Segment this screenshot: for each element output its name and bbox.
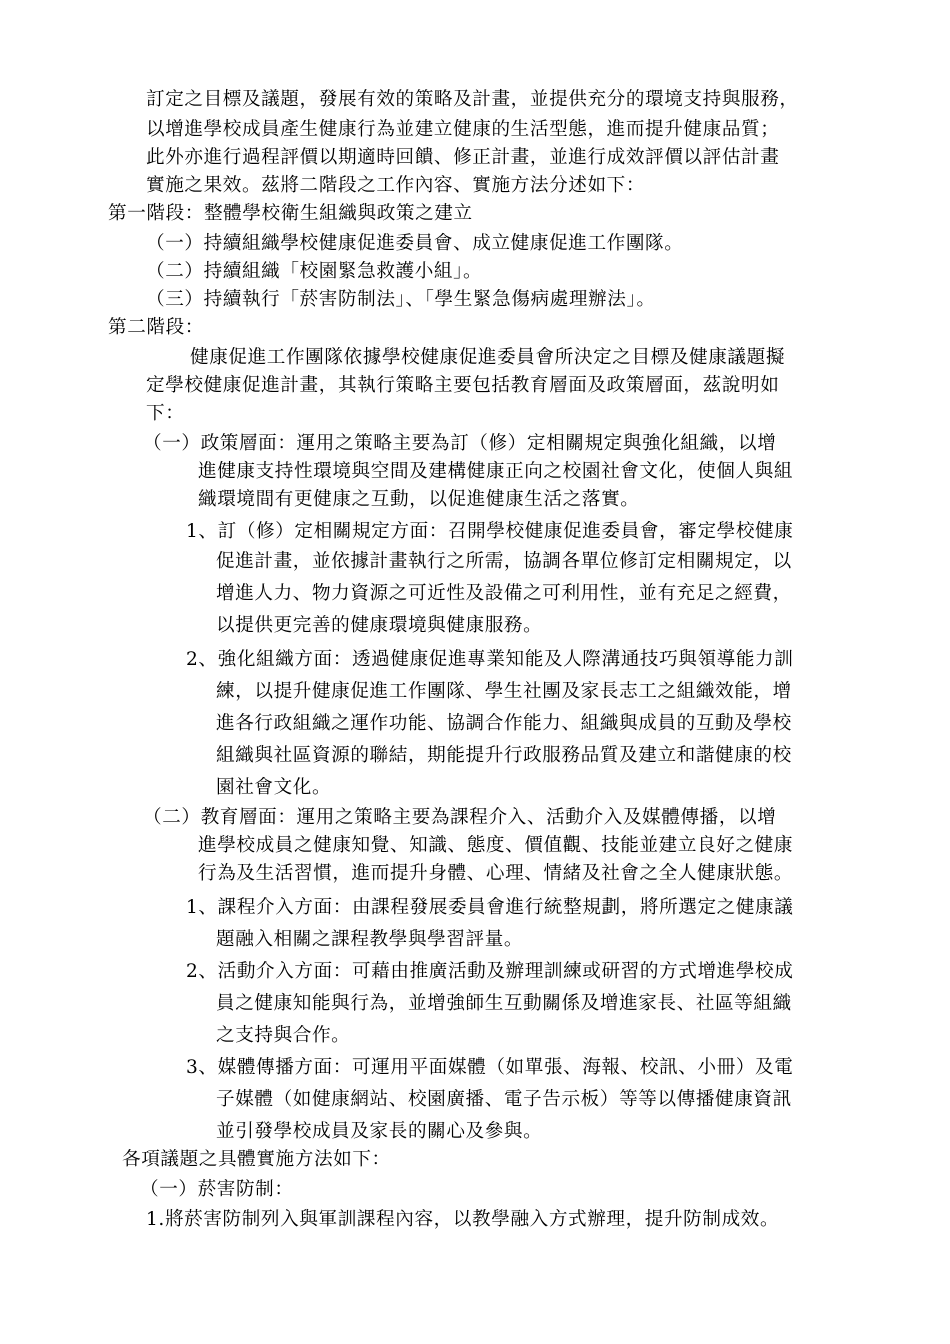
- education-sub-1-text: 課程介入方面：由課程發展委員會進行統整規劃，將所選定之健康議: [217, 897, 794, 918]
- education-sub-1-number: 1、: [186, 897, 218, 918]
- policy-level-line-3: 織環境間有更健康之互動，以促進健康生活之落實。: [198, 489, 640, 510]
- policy-sub-1-line-1: [186, 519, 793, 545]
- tobacco-item-1-number: 1.: [146, 1209, 165, 1230]
- policy-sub-2-line-2: 練，以提升健康促進工作團隊、學生社團及家長志工之組織效能，增: [216, 681, 792, 702]
- intro-line-2: 以增進學校成員產生健康行為並建立健康的生活型態，進而提升健康品質；: [146, 119, 780, 140]
- education-sub-3-text: 媒體傳播方面：可運用平面媒體（如單張、海報、校訊、小冊）及電: [217, 1057, 794, 1078]
- stage-one-item-3: （三）持續執行「菸害防制法」、「學生緊急傷病處理辦法」。: [146, 289, 656, 310]
- policy-sub-1-text: 訂（修）定相關規定方面：召開學校健康促進委員會，審定學校健康: [217, 521, 794, 542]
- education-level-line-1: （二）教育層面：運用之策略主要為課程介入、活動介入及媒體傳播，以增: [143, 807, 777, 828]
- tobacco-item-1-text: 將菸害防制列入與軍訓課程內容，以教學融入方式辦理，提升防制成效。: [164, 1209, 780, 1230]
- education-sub-1-line-2: 題融入相關之課程教學與學習評量。: [216, 929, 524, 950]
- policy-sub-2-line-3: 進各行政組織之運作功能、協調合作能力、組織與成員的互動及學校: [216, 713, 792, 734]
- policy-level-line-2: 進健康支持性環境與空間及建構健康正向之校園社會文化，使個人與組: [198, 461, 794, 482]
- policy-sub-2-line-5: 園社會文化。: [216, 777, 332, 798]
- policy-sub-2-text: 強化組織方面：透過健康促進專業知能及人際溝通技巧與領導能力訓: [217, 649, 794, 670]
- stage-one-item-2: （二）持續組織「校園緊急救護小組」。: [146, 261, 483, 282]
- policy-level-line-1: （一）政策層面：運用之策略主要為訂（修）定相關規定與強化組織，以增: [143, 433, 777, 454]
- intro-line-1: 訂定之目標及議題，發展有效的策略及計畫，並提供充分的環境支持與服務，: [146, 89, 799, 110]
- stage-two-heading: 第二階段：: [108, 317, 204, 338]
- tobacco-item-1: [146, 1207, 779, 1233]
- intro-line-4: 實施之果效。茲將二階段之工作內容、實施方法分述如下：: [146, 175, 646, 196]
- education-sub-3-number: 3、: [186, 1057, 218, 1078]
- education-sub-3-line-2: 子媒體（如健康網站、校園廣播、電子告示板）等等以傳播健康資訊: [216, 1089, 792, 1110]
- policy-sub-2-number: 2、: [186, 649, 218, 670]
- education-sub-2-line-3: 之支持與合作。: [216, 1025, 351, 1046]
- policy-sub-1-number: 1、: [186, 521, 218, 542]
- policy-sub-1-line-2: 促進計畫，並依據計畫執行之所需，協調各單位修訂定相關規定，以: [216, 551, 792, 572]
- education-sub-2-number: 2、: [186, 961, 218, 982]
- policy-sub-1-line-4: 以提供更完善的健康環境與健康服務。: [216, 615, 543, 636]
- stage-one-item-1: （一）持續組織學校健康促進委員會、成立健康促進工作團隊。: [146, 233, 684, 254]
- tobacco-heading: （一）菸害防制：: [140, 1179, 294, 1200]
- stage-two-intro-line-2: 定學校健康促進計畫，其執行策略主要包括教育層面及政策層面，茲說明如: [146, 375, 780, 396]
- policy-sub-1-line-3: 增進人力、物力資源之可近性及設備之可利用性，並有充足之經費，: [216, 583, 792, 604]
- education-level-line-3: 行為及生活習慣，進而提升身體、心理、情緒及社會之全人健康狀態。: [198, 863, 794, 884]
- stage-one-heading: 第一階段：整體學校衛生組織與政策之建立: [108, 203, 473, 224]
- education-sub-2-line-2: 員之健康知能與行為，並增強師生互動關係及增進家長、社區等組織: [216, 993, 792, 1014]
- education-sub-3-line-1: [186, 1055, 793, 1081]
- intro-line-3: 此外亦進行過程評價以期適時回饋、修正計畫，並進行成效評價以評估計畫: [146, 147, 780, 168]
- education-sub-2-line-1: [186, 959, 793, 985]
- policy-sub-2-line-1: [186, 647, 793, 673]
- education-level-line-2: 進學校成員之健康知覺、知識、態度、價值觀、技能並建立良好之健康: [198, 835, 794, 856]
- stage-two-intro-line-3: 下：: [146, 403, 185, 424]
- education-sub-3-line-3: 並引發學校成員及家長的關心及參與。: [216, 1121, 543, 1142]
- stage-two-intro-line-1: 健康促進工作團隊依據學校健康促進委員會所決定之目標及健康議題擬: [190, 347, 786, 368]
- education-sub-1-line-1: [186, 895, 793, 921]
- education-sub-2-text: 活動介入方面：可藉由推廣活動及辦理訓練或研習的方式增進學校成: [217, 961, 794, 982]
- policy-sub-2-line-4: 組織與社區資源的聯結，期能提升行政服務品質及建立和諧健康的校: [216, 745, 792, 766]
- implementation-heading: 各項議題之具體實施方法如下：: [122, 1149, 391, 1170]
